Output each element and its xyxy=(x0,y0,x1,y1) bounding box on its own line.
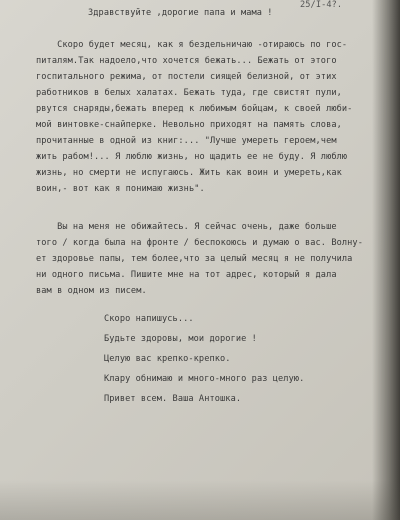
paragraph2-line: ни одного письма. Пишите мне на тот адрес, который я дала xyxy=(36,270,337,280)
paragraph1-line: госпитального режима, от постели сиящей белизной, от этих xyxy=(36,72,337,82)
paragraph1-line: рвутся снаряды,бежать вперед к любимым бойцам, к своей люби- xyxy=(36,104,353,114)
paragraph1-line: жить рабом!... Я люблю жизнь, но щадить ее не буду. Я люблю xyxy=(36,152,348,162)
paragraph2-line: Вы на меня не обижайтесь. Я сейчас очень, даже больше xyxy=(36,222,337,232)
closing-line: Клару обнимаю и много-много раз целую. xyxy=(104,374,305,384)
letter-greeting: Здравствуйте ,дорогие папа и мама ! xyxy=(88,8,273,18)
paragraph1-line: мой винтовке-снайперке. Невольно приходят на память слова, xyxy=(36,120,342,130)
paragraph2-line: того / когда была на фронте / беспокоюсь и думаю о вас. Волну- xyxy=(36,238,363,248)
paragraph1-line: прочитанные в одной из книг:... "Лучше умереть героем,чем xyxy=(36,136,337,146)
paragraph2-line: вам в одном из писем. xyxy=(36,286,147,296)
closing-line: Скоро напишусь... xyxy=(104,314,194,324)
closing-line: Привет всем. Ваша Антошка. xyxy=(104,394,242,404)
closing-line: Будьте здоровы, мои дорогие ! xyxy=(104,334,257,344)
paragraph1-line: питалям.Так надоело,что хочется бежать... Бежать от этого xyxy=(36,56,337,66)
date-fragment: 25/I-4?. xyxy=(300,0,343,10)
paragraph1-line: работников в белых халатах. Бежать туда, где свистят пули, xyxy=(36,88,342,98)
page-edge-shadow xyxy=(372,0,400,520)
paragraph1-line: Скоро будет месяц, как я бездельничаю -отираюсь по гос- xyxy=(36,40,348,50)
paragraph2-line: ет здоровье папы, тем более,что за целый месяц я не получила xyxy=(36,254,353,264)
paragraph1-line: жизнь, но смерти не испугаюсь. Жить как воин и умереть,как xyxy=(36,168,342,178)
page-bottom-shadow xyxy=(0,480,400,520)
paragraph1-line: воин,- вот как я понимаю жизнь". xyxy=(36,184,205,194)
closing-line: Целую вас крепко-крепко. xyxy=(104,354,231,364)
